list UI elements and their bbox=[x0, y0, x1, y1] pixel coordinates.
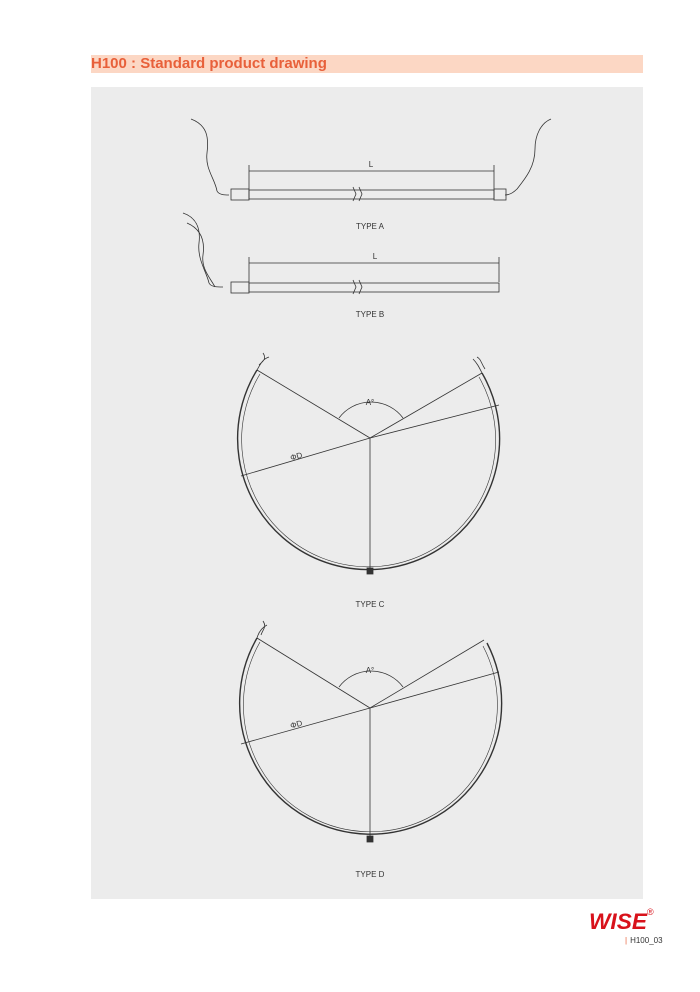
type-a-heater-tube bbox=[249, 190, 494, 199]
logo-registered-mark: ® bbox=[647, 907, 654, 917]
type-b-lead-2 bbox=[187, 223, 215, 287]
type-c-diameter-line bbox=[241, 438, 370, 476]
wise-logo bbox=[587, 905, 657, 935]
type-c-ray-left bbox=[257, 370, 370, 438]
type-c-diameter-label: ΦD bbox=[289, 450, 304, 463]
type-b-dim-label: L bbox=[372, 252, 378, 261]
type-b-cap bbox=[231, 282, 249, 293]
type-c-bottom-joint bbox=[367, 568, 373, 574]
type-b-drawing bbox=[183, 213, 499, 294]
type-d-drawing bbox=[240, 621, 502, 842]
page-reference bbox=[625, 936, 663, 945]
product-drawings bbox=[91, 87, 643, 899]
type-c-left-lead bbox=[257, 353, 269, 370]
type-d-angle-label: A° bbox=[365, 666, 375, 675]
type-b-caption: TYPE B bbox=[355, 310, 385, 319]
type-a-right-cap bbox=[494, 189, 506, 200]
type-c-drawing bbox=[238, 353, 500, 574]
type-a-dim-label: L bbox=[368, 160, 374, 169]
type-a-left-lead bbox=[191, 119, 229, 195]
type-c-angle-label: A° bbox=[365, 398, 375, 407]
page-code: H100_03 bbox=[630, 936, 663, 945]
type-c-right-lead bbox=[473, 357, 485, 373]
type-a-right-lead bbox=[505, 119, 551, 195]
title-band bbox=[91, 55, 643, 73]
type-b-heater-tube bbox=[249, 283, 499, 292]
type-a-left-cap bbox=[231, 189, 249, 200]
drawing-panel bbox=[91, 87, 643, 899]
type-d-diameter-label: ΦD bbox=[289, 718, 304, 731]
type-c-ray-mid bbox=[370, 405, 499, 438]
type-c-caption: TYPE C bbox=[355, 600, 385, 609]
type-d-diameter-line bbox=[241, 708, 370, 744]
type-d-left-lead bbox=[257, 621, 267, 638]
logo-wordmark: WISE bbox=[589, 909, 649, 934]
type-d-ray-mid bbox=[370, 672, 499, 708]
type-d-bottom-joint bbox=[367, 836, 373, 842]
page-title: H100 : Standard product drawing bbox=[91, 55, 327, 72]
type-a-caption: TYPE A bbox=[355, 222, 385, 231]
type-d-caption: TYPE D bbox=[355, 870, 385, 879]
type-d-ray-left bbox=[257, 638, 370, 708]
page-ref-divider: | bbox=[625, 936, 628, 945]
